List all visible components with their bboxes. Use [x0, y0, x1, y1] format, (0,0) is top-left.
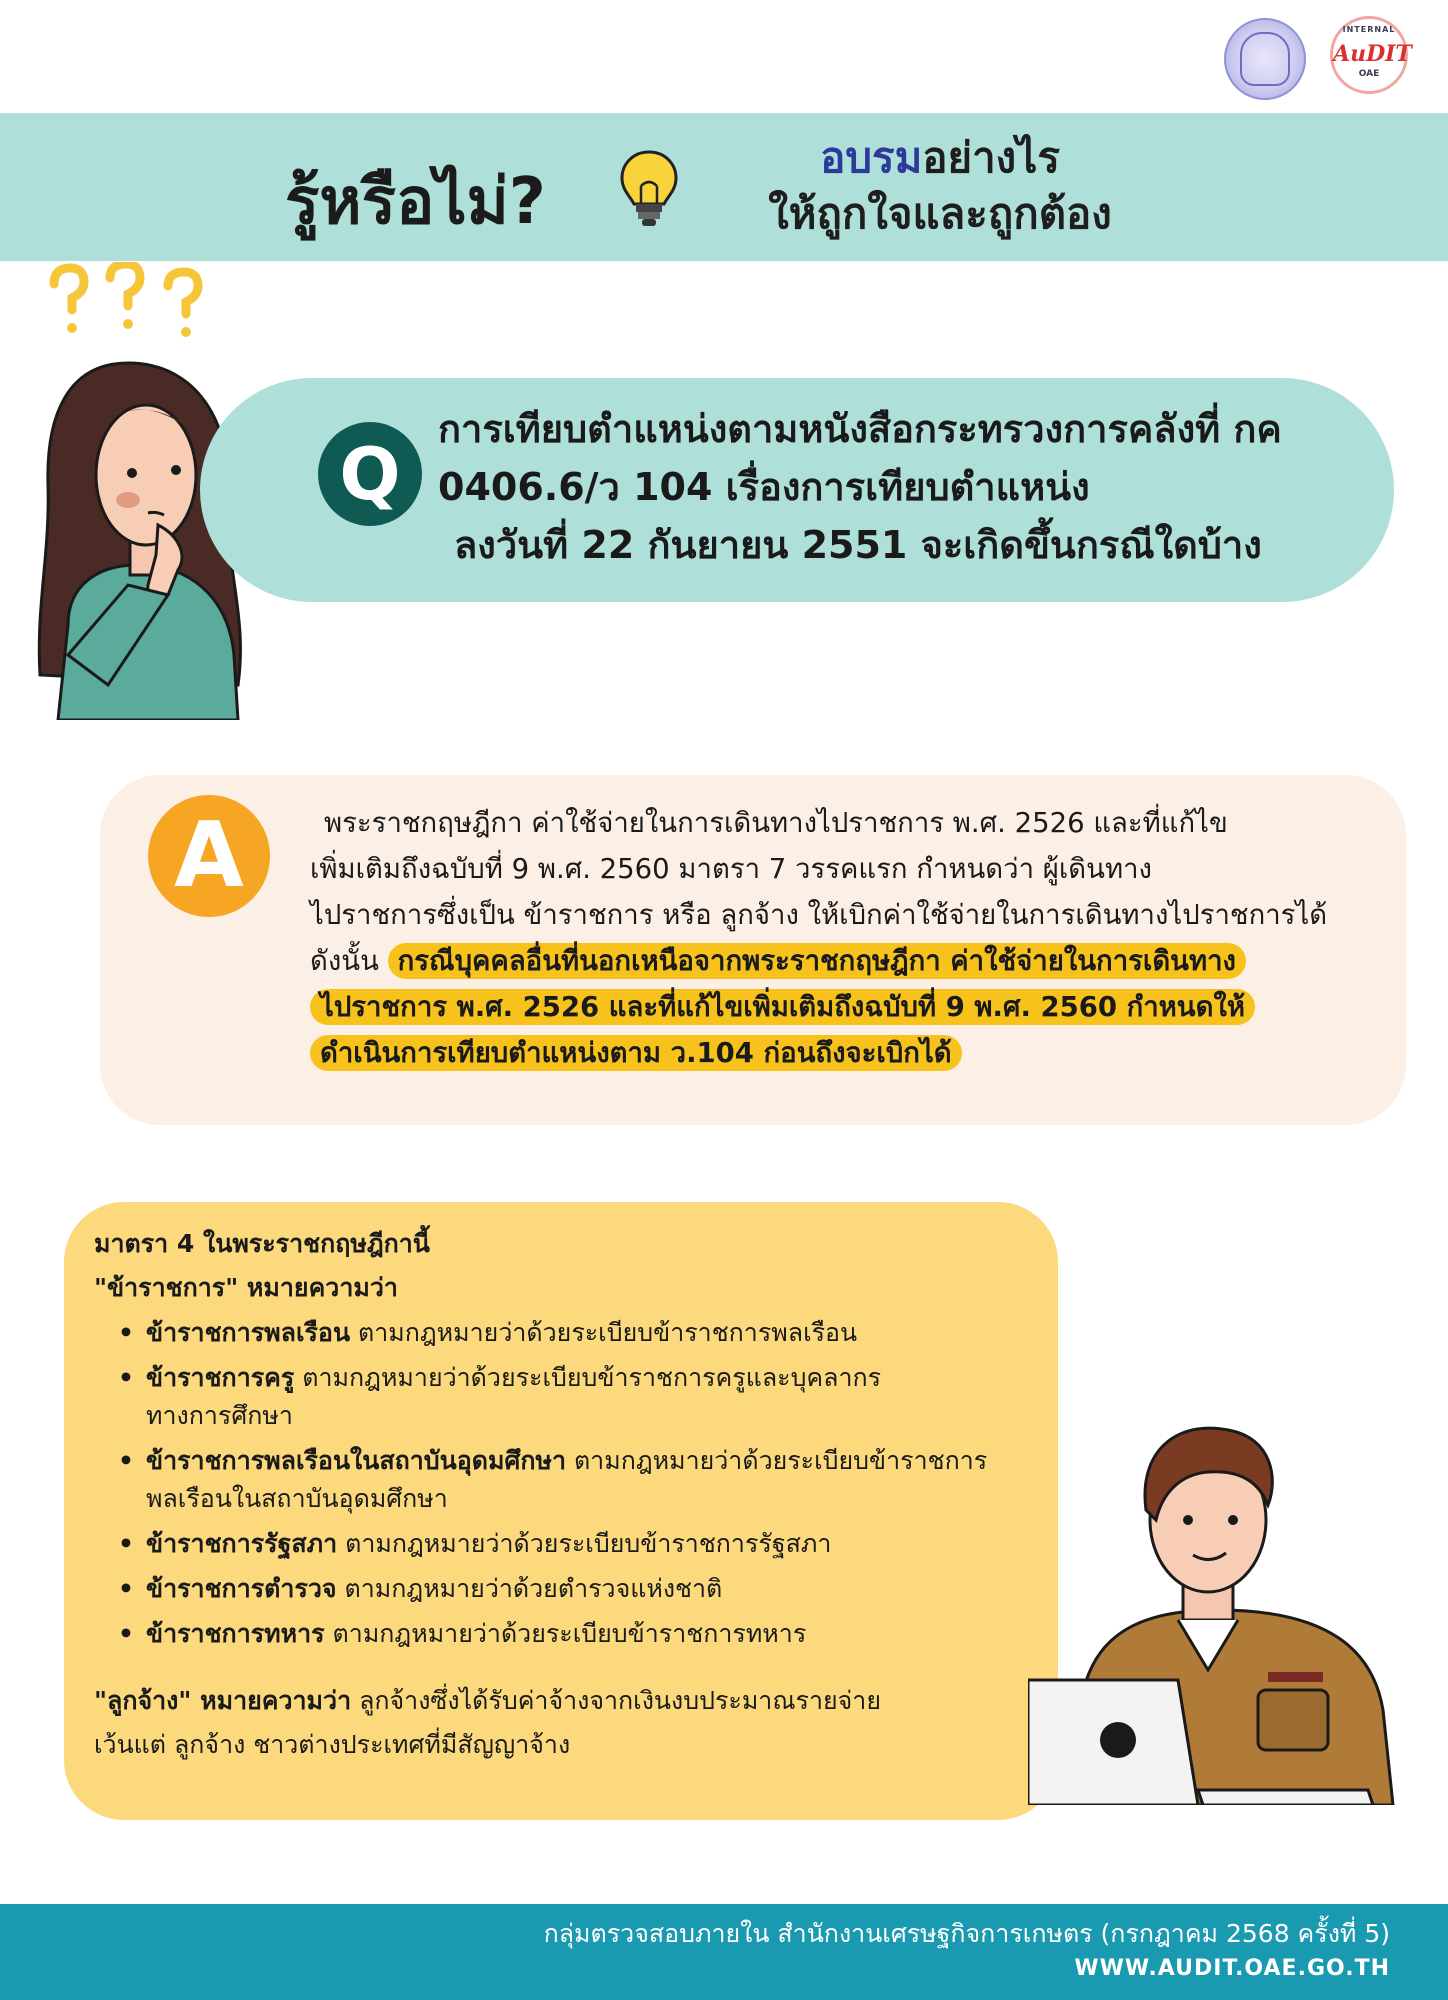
- question-marks-icon: [44, 262, 224, 342]
- answer-highlight: ดำเนินการเทียบตำแหน่งตาม ว.104 ก่อนถึงจะเบิกได้: [310, 1035, 962, 1071]
- list-item: • ข้าราชการพลเรือน ตามกฎหมายว่าด้วยระเบียบข้าราชการพลเรือน: [94, 1314, 1044, 1352]
- civil-servant-list: [94, 1314, 1044, 1653]
- definitions-text: มาตรา 4 ในพระราชกฤษฎีกานี้ "ข้าราชการ" หมายความว่า • ข้าราชการพลเรือน ตามกฎหมายว่าด้วยระเบียบข้าราชการพลเรือน • ข้าราชการครู ตามกฎหมายว่าด้วยระเบียบข้าราชการครูและบุคลากรทางการศึกษา • ข้าราชการพลเรือนในสถาบันอุดมศึกษา ตามกฎหมายว่าด้วยระเบียบข้าราชการพลเรือนในสถาบันอุดมศึกษา • ข้าราชการรัฐสภา ตามกฎหมายว่าด้วยระเบียบข้าราชการรัฐสภา • ข้าราชการตำรวจ ตามกฎหมายว่าด้วยตำรวจแห่งชาติ • ข้าราชการทหาร ตามกฎหมายว่าด้วยระเบียบข้าราชการทหาร "ลูกจ้าง" หมายความว่า ลูกจ้างซึ่งได้รับค่าจ้างจากเงินงบประมาณรายจ่าย เว้นแต่ ลูกจ้าง ชาวต่างประเทศที่มีสัญญาจ้าง: [94, 1222, 1044, 1767]
- list-item: • ข้าราชการทหาร ตามกฎหมายว่าด้วยระเบียบข้าราชการทหาร: [94, 1615, 1044, 1653]
- oae-seal-logo: [1224, 18, 1306, 100]
- officer-laptop-illustration: [1028, 1410, 1428, 1805]
- answer-highlight: ไปราชการ พ.ศ. 2526 และที่แก้ไขเพิ่มเติมถึงฉบับที่ 9 พ.ศ. 2560 กำหนดให้: [310, 989, 1255, 1025]
- lightbulb-icon: [614, 146, 684, 236]
- page-title: รู้หรือไม่?: [285, 165, 546, 239]
- footer-organization: กลุ่มตรวจสอบภายใน สำนักงานเศรษฐกิจการเกษตร (กรกฎาคม 2568 ครั้งที่ 5): [543, 1919, 1390, 1948]
- list-item: • ข้าราชการครู ตามกฎหมายว่าด้วยระเบียบข้าราชการครูและบุคลากรทางการศึกษา: [94, 1359, 926, 1435]
- list-item: • ข้าราชการรัฐสภา ตามกฎหมายว่าด้วยระเบียบข้าราชการรัฐสภา: [94, 1525, 1044, 1563]
- question-text: การเทียบตำแหน่งตามหนังสือกระทรวงการคลังที่ กค 0406.6/ว 104 เรื่องการเทียบตำแหน่ง ลงวันที่ 22 กันยายน 2551 จะเกิดขึ้นกรณีใดบ้าง: [438, 407, 1282, 567]
- header-band: [0, 113, 1448, 261]
- list-item: • ข้าราชการตำรวจ ตามกฎหมายว่าด้วยตำรวจแห่งชาติ: [94, 1570, 1044, 1608]
- list-item: • ข้าราชการพลเรือนในสถาบันอุดมศึกษา ตามกฎหมายว่าด้วยระเบียบข้าราชการพลเรือนในสถาบันอุดมศึกษา: [94, 1442, 1026, 1518]
- question-badge: Q: [318, 422, 422, 526]
- footer-website-link[interactable]: WWW.AUDIT.OAE.GO.TH: [1074, 1956, 1390, 1981]
- answer-text: พระราชกฤษฎีกา ค่าใช้จ่ายในการเดินทางไปราชการ พ.ศ. 2526 และที่แก้ไข เพิ่มเติมถึงฉบับที่ 9 พ.ศ. 2560 มาตรา 7 วรรคแรก กำหนดว่า ผู้เดินทาง ไปราชการซึ่งเป็น ข้าราชการ หรือ ลูกจ้าง ให้เบิกค่าใช้จ่ายในการเดินทางไปราชการได้ ดังนั้น กรณีบุคคลอื่นที่นอกเหนือจากพระราชกฤษฎีกา ค่าใช้จ่ายในการเดินทาง ไปราชการ พ.ศ. 2526 และที่แก้ไขเพิ่มเติมถึงฉบับที่ 9 พ.ศ. 2560 กำหนดให้ ดำเนินการเทียบตำแหน่งตาม ว.104 ก่อนถึงจะเบิกได้: [310, 807, 1328, 1069]
- page-subtitle: อบรมอย่างไร ให้ถูกใจและถูกต้อง: [768, 133, 1112, 238]
- answer-highlight: กรณีบุคคลอื่นที่นอกเหนือจากพระราชกฤษฎีกา ค่าใช้จ่ายในการเดินทาง: [388, 943, 1246, 979]
- internal-audit-logo: INTERNAL AuDIT OAE: [1330, 16, 1408, 94]
- answer-badge: A: [148, 795, 270, 917]
- employee-definition: "ลูกจ้าง" หมายความว่า ลูกจ้างซึ่งได้รับค่าจ้างจากเงินงบประมาณรายจ่าย เว้นแต่ ลูกจ้าง ชาวต่างประเทศที่มีสัญญาจ้าง: [94, 1686, 881, 1759]
